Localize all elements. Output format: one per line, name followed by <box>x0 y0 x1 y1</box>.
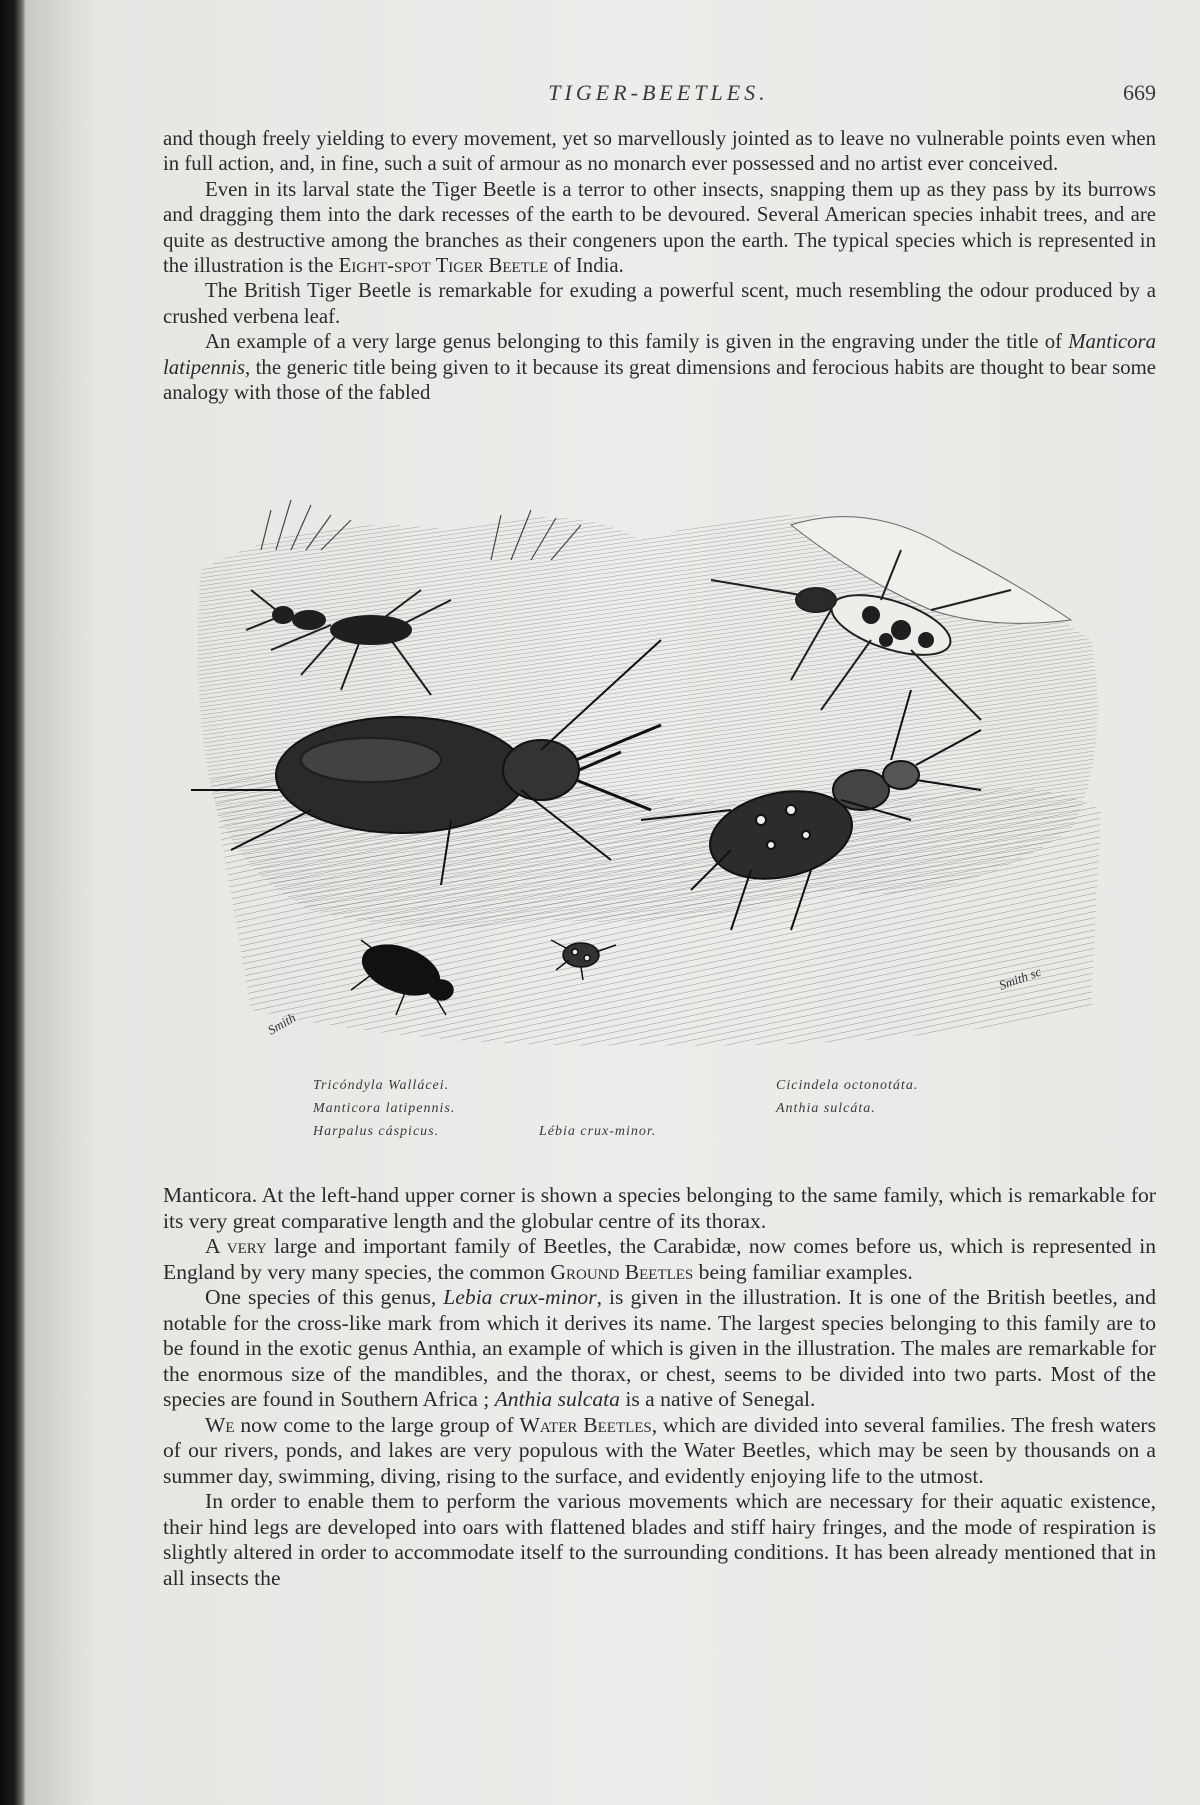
paragraph-water-beetles: We now come to the large group of Water Beetles, which are divided into several families. The fresh waters of our rivers, ponds, and lakes are very populous with the Water Beetles, which may be seen by thousands on a summer day, swimming, diving, rising to the surface, and evidently enjoying life to the utmost. <box>163 1412 1156 1488</box>
paragraph-british-tiger-beetle: The British Tiger Beetle is remarkable for exuding a powerful scent, much resembling the odour produced by a crushed verbena leaf. <box>163 279 1156 328</box>
water-beetles-name: Water Beetles <box>519 1412 652 1437</box>
paragraph-armour: and though freely yielding to every movement, yet so marvellously jointed as to leave no vulnerable points even when in full action, and, in fine, such a suit of armour as no monarch ever possessed and no artist ever conceived. <box>163 127 1156 176</box>
paragraph-aquatic-movements: In order to enable them to perform the various movements which are necessary for their aquatic existence, their hind legs are developed into oars with flattened blades and stiff hairy fringes, and the mode of respiration is slightly altered in order to accommodate itself to the surrounding conditions. It has been already mentioned that in all insects the <box>163 1489 1156 1590</box>
bottom-text-block <box>163 1183 1156 1591</box>
caption-anthia: Anthia sulcáta. <box>776 1101 876 1116</box>
ground-beetles-name: Ground Beetles <box>550 1259 694 1284</box>
page-number: 669 <box>1123 80 1156 105</box>
book-page <box>26 0 1200 1805</box>
paragraph-carabidae: A very large and important family of Beetles, the Carabidæ, now comes before us, which is represented in England by very many species, the common Ground Beetles being familiar examples. <box>163 1234 1156 1284</box>
caption-harpalus: Harpalus cáspicus. <box>313 1124 440 1139</box>
lebia-species-name: Lebia crux-minor <box>443 1285 597 1309</box>
top-text-block <box>163 126 1156 405</box>
caption-lebia: Lébia crux-minor. <box>539 1124 657 1139</box>
eight-spot-tiger-beetle-name: Eight-spot Tiger Beetle <box>338 254 549 278</box>
caption-manticora: Manticora latipennis. <box>313 1101 456 1116</box>
engraver-signature-left: Smith <box>265 1009 299 1038</box>
manticora-species-name: Manticora latipennis <box>163 330 1156 379</box>
caption-cicindela: Cicindela octonotáta. <box>776 1078 919 1093</box>
paragraph-manticora: An example of a very large genus belonging to this family is given in the engraving under the title of Manticora latipennis, the generic title being given to it because its great dimensions and ferocious habits are thought to bear some analogy with those of the fabled <box>163 330 1156 405</box>
running-title: TIGER-BEETLES. <box>548 80 769 105</box>
paragraph-manticora-continued: Manticora. At the left-hand upper corner is shown a species belonging to the same family, which is remarkable for its very great comparative length and the globular centre of its thorax. <box>163 1183 1156 1233</box>
book-binding-edge <box>0 0 26 1805</box>
caption-tricondyla: Tricóndyla Wallácei. <box>313 1078 450 1093</box>
engraver-signature-right: Smith sc <box>996 963 1044 993</box>
engraving-illustration <box>191 490 1121 1065</box>
paragraph-larval: Even in its larval state the Tiger Beetle is a terror to other insects, snapping them up as they pass by its burrows and dragging them into the dark recesses of the earth to be devoured. Several American species inhabit trees, and are quite as destructive among the branches as their congeners upon the earth. The typical species which is represented in the illustration is the Eight-spot Tiger Beetle of India. <box>163 177 1156 278</box>
running-head <box>161 80 1156 110</box>
paragraph-lebia-anthia: One species of this genus, Lebia crux-minor, is given in the illustration. It is one of the British beetles, and notable for the cross-like mark from which it derives its name. The largest species belonging to this family are to be found in the exotic genus Anthia, an example of which is given in the illustration. The males are remarkable for the enormous size of the mandibles, and the thorax, or chest, seems to be divided into two parts. Most of the species are found in Southern Africa ; Anthia sulcata is a native of Senegal. <box>163 1285 1156 1411</box>
anthia-species-name: Anthia sulcata <box>494 1387 620 1411</box>
beetles-engraving <box>191 490 1121 1065</box>
